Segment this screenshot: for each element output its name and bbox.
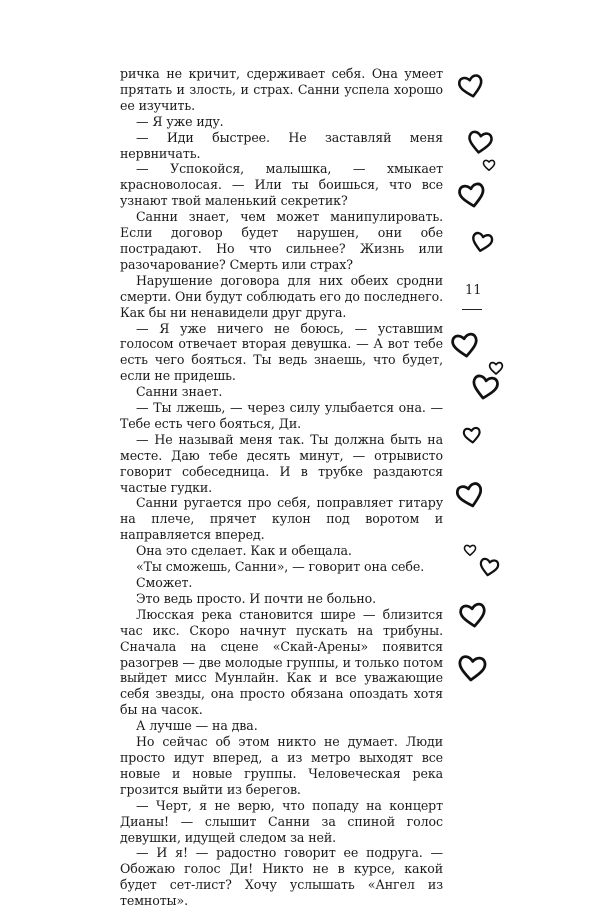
paragraph: — Ты лжешь, — через силу улыбается она. — Тебе есть чего бояться, Ди. [120, 400, 443, 431]
heart-icon [470, 230, 494, 254]
paragraph: ричка не кричит, сдерживает себя. Она умеет прятать и злость, и страх. Санни успела хорошо ее изучить. [120, 66, 443, 113]
heart-icon [455, 480, 485, 510]
paragraph: Сможет. [136, 575, 193, 590]
paragraph: «Ты сможешь, Санни», — говорит она себе. [136, 559, 425, 575]
heart-icon [462, 425, 482, 445]
heart-icon [482, 158, 496, 172]
paragraph: Это ведь просто. И почти не больно. [136, 590, 376, 606]
heart-icon [458, 600, 488, 630]
paragraph: Нарушение договора для них обеих сродни смерти. Они будут соблюдать его до последнего. Как бы ни ненавидели друг друга. [120, 272, 443, 320]
heart-icon [470, 372, 500, 402]
paragraph: — Успокойся, малышка, — хмыкает красноволосая. — Или ты боишься, что все узнают твой маленький секретик? [120, 161, 443, 209]
paragraph: — Иди быстрее. Не заставляй меня нервничать. [120, 129, 443, 161]
paragraph: Но сейчас об этом никто не думает. Люди просто идут вперед, а из метро выходят все новые и новые группы. Человеческая река грозится выйти из берегов. [120, 734, 443, 797]
heart-icon [457, 180, 487, 210]
paragraph: — Не называй меня так. Ты должна быть на месте. Даю тебе десять минут, — отрывисто говорит собеседница. И в трубке раздаются частые гудки. [120, 431, 443, 495]
paragraph: — И я! — радостно говорит ее подруга. — Обожаю голос Ди! Никто не в курсе, какой будет сет-лист? Хочу услышать «Ангел из темноты». [120, 845, 443, 909]
paragraph: А лучше — на два. [136, 718, 258, 734]
heart-icon [456, 652, 488, 684]
heart-icon [466, 128, 494, 156]
paragraph: — Я уже ничего не боюсь, — уставшим голосом отвечает вторая девушка. — А вот тебе есть чего бояться. Ты ведь знаешь, что будет, если не придешь. [120, 320, 443, 384]
heart-icon [457, 72, 485, 100]
paragraph: Санни знает. [136, 384, 223, 400]
heart-icon [463, 543, 477, 557]
page-number: 11 [465, 283, 482, 298]
heart-icon [450, 330, 480, 360]
paragraph: Люсская река становится шире — близится час икс. Скоро начнут пускать на трибуны. Сначала на сцене «Скай-Арены» появится разогрев — две молодые группы, и только потом выйдет мисс Мунлайн. Как и все уважающие себя звезды, она просто обязана опоздать хотя бы на часок. [120, 606, 443, 718]
paragraph: Санни знает, чем может манипулировать. Если договор будет нарушен, они обе пострадают. Но что сильнее? Жизнь или разочарование? Смерть или страх? [120, 209, 443, 272]
heart-icon [478, 556, 500, 578]
paragraph: Она это сделает. Как и обещала. [136, 543, 352, 559]
paragraph: — Я уже иду. [136, 113, 224, 129]
paragraph: Санни ругается про себя, поправляет гитару на плече, прячет кулон под воротом и направляется вперед. [120, 495, 443, 543]
paragraph: — Черт, я не верю, что попаду на концерт Дианы! — слышит Санни за спиной голос девушки, идущей следом за ней. [120, 797, 443, 845]
body-text [120, 66, 443, 909]
